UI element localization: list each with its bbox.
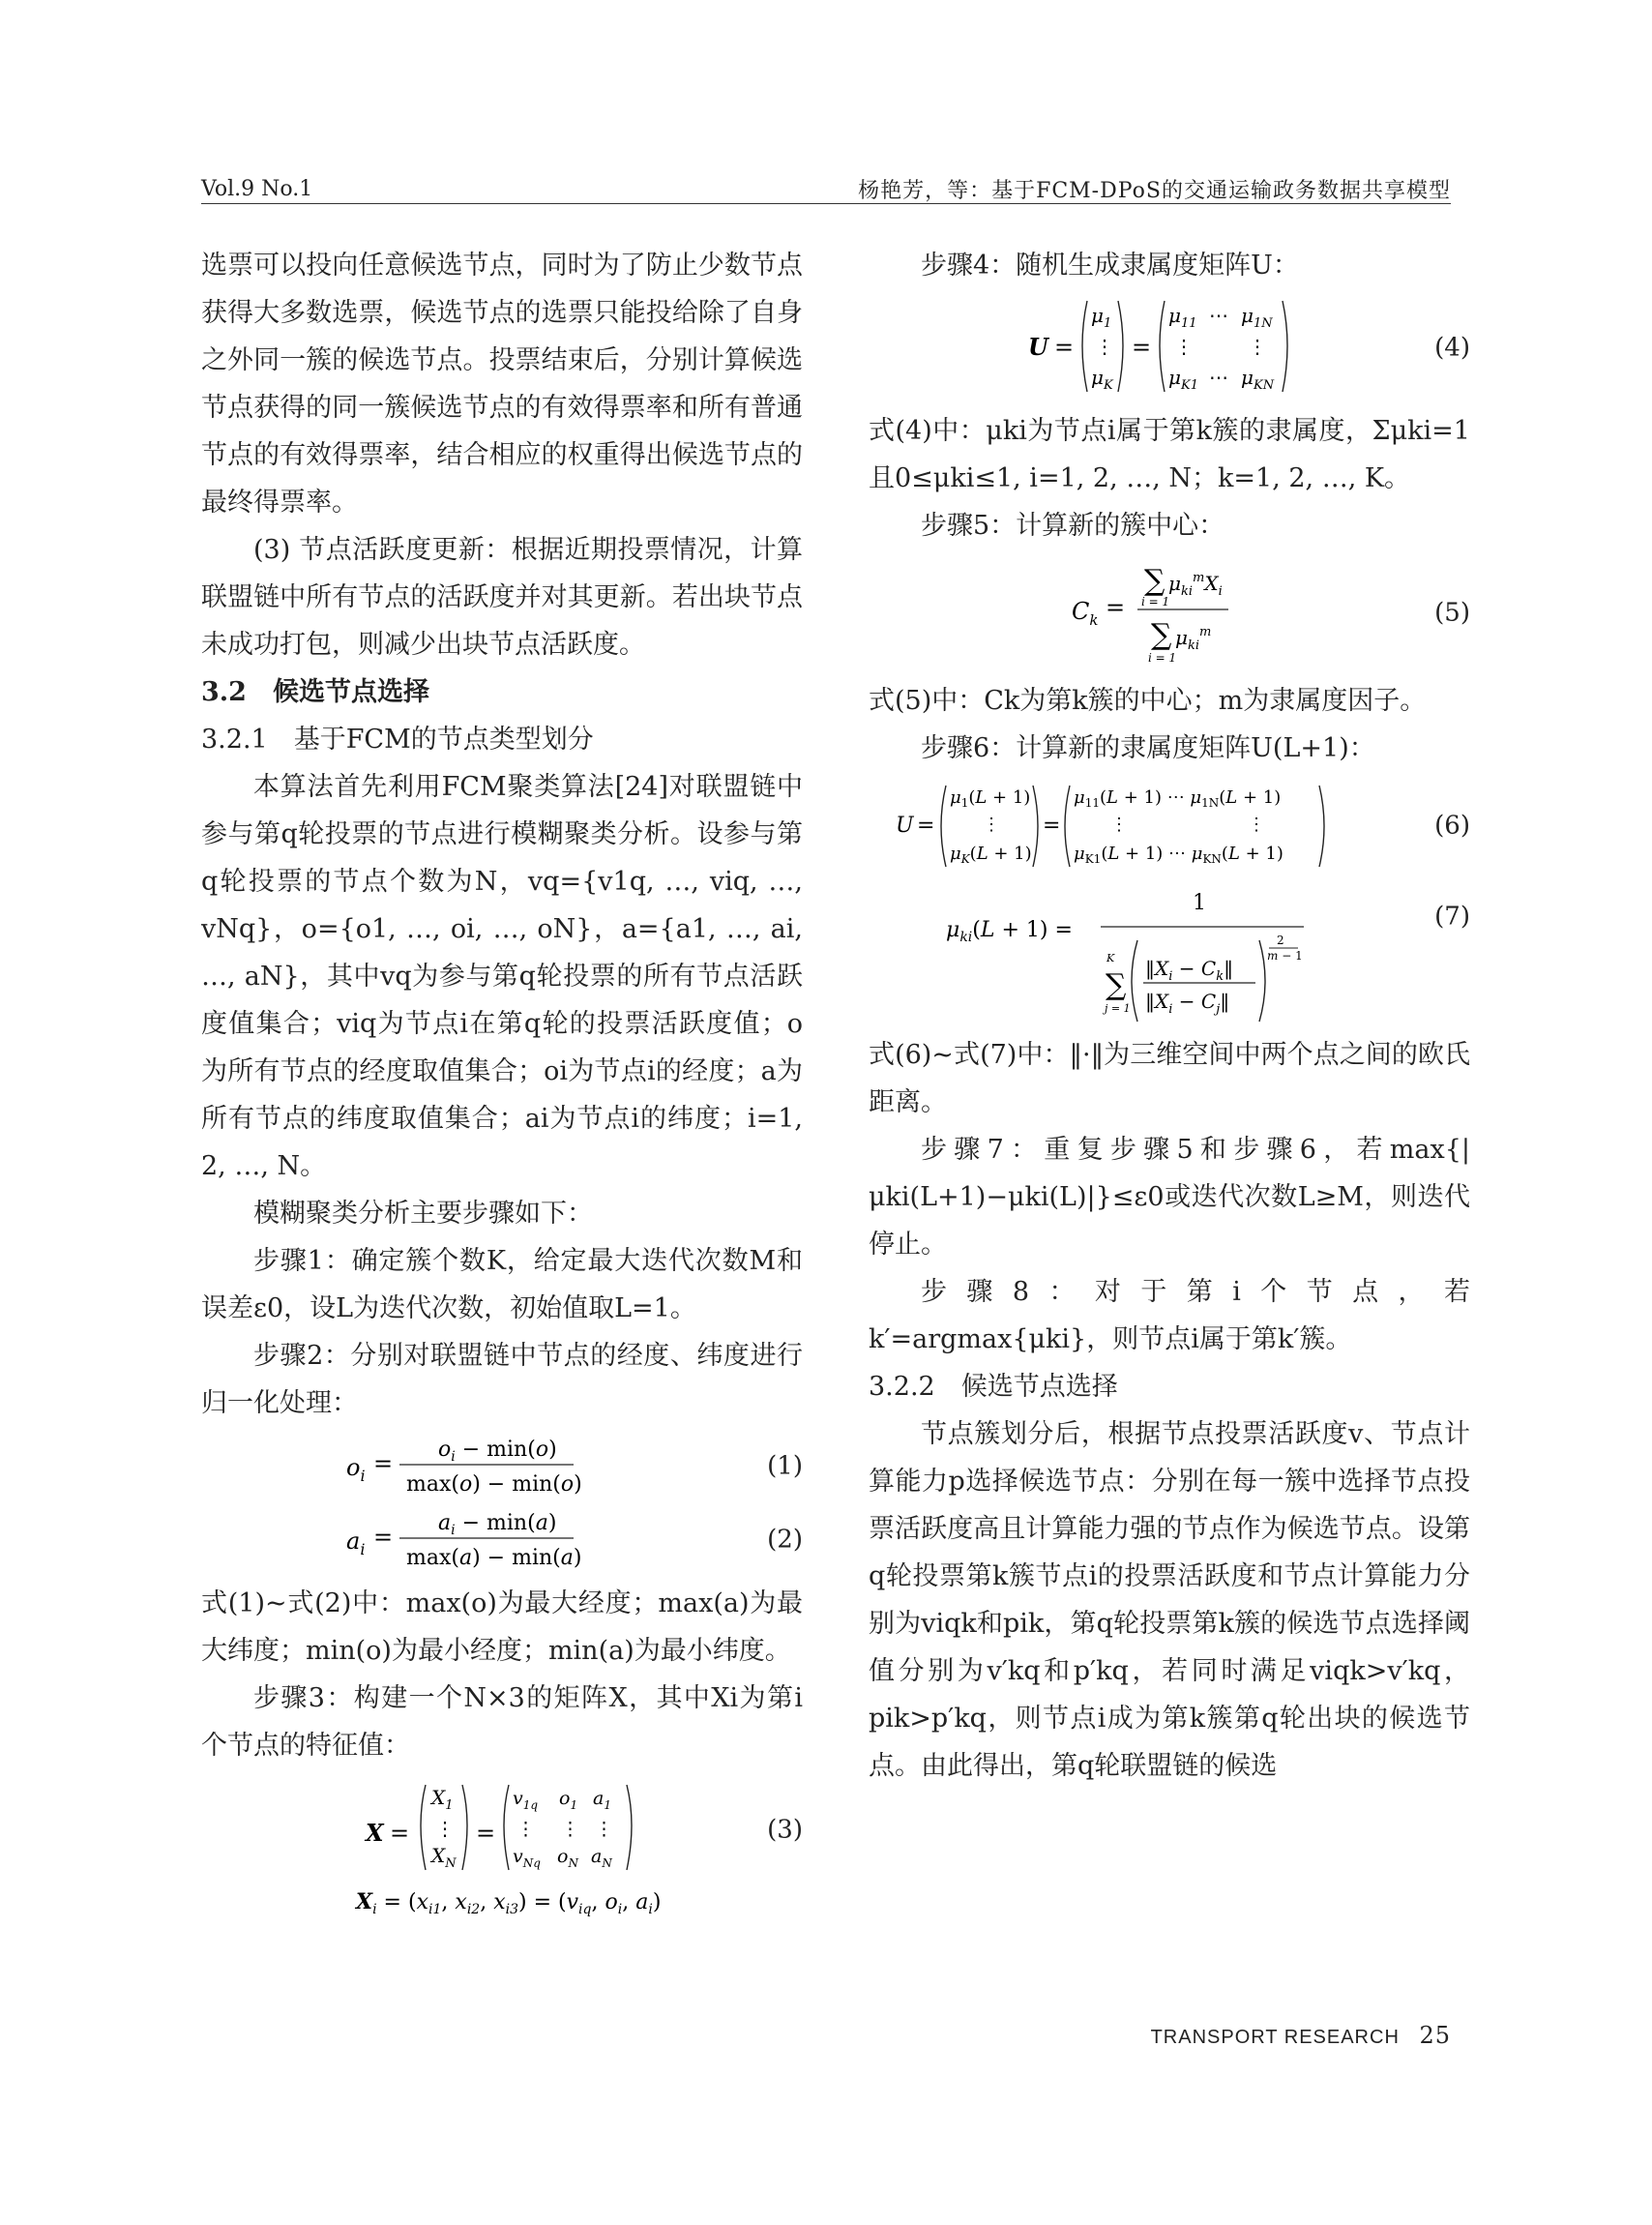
svg-text:m − 1: m − 1 [1267,949,1303,963]
equation-5 [869,555,1470,671]
svg-text:o1: $o_1$ [559,1788,578,1812]
svg-text:μki(L + 1) =: $\mu_{ki}(L + 1)$ = [946,918,1073,945]
svg-text:μK(L + 1): $\mu_K(L + 1)$ [950,844,1032,866]
svg-text:X: X [366,1819,384,1847]
paragraph: (3) 节点活跃度更新：根据近期投票情况，计算联盟链中所有节点的活跃度并对其更新。若出块节点未成功打包，则减少出块节点活跃度。 [201,535,803,660]
svg-text:μK1: $\mu_{K1}$ [1168,366,1198,393]
paragraph: 节点簇划分后，根据节点投票活跃度v、节点计算能力p选择候选节点：分别在每一簇中选择节点投票活跃度高且计算能力强的节点作为候选节点。设第q轮投票第k簇节点i的投票活跃度和节点计算能力分别为viqk和pik，第q轮投票第k簇的候选节点选择阈值分别为v′kq和p′kq，若同时满足viqk>v′kq，pik>p′kq，则节点i成为第k簇第q轮出块的候选节点。由此得出，第q轮联盟链的候选 [869,1419,1470,1781]
paragraph: 式(1)~式(2)中：max(o)为最大经度；max(a)为最大纬度；min(o)为最小经度；min(a)为最小纬度。 [201,1588,803,1666]
svg-text:⋮: ⋮ [983,815,1000,835]
paragraph: 模糊聚类分析主要步骤如下： [253,1199,593,1229]
equation-number: (5) [1434,598,1470,628]
section-heading: 3.2 候选节点选择 [201,677,429,707]
svg-text:j = 1: j = 1 [1105,1002,1131,1015]
equation-7 [869,880,1470,1025]
svg-text:=: = [476,1820,496,1847]
svg-text:μkim: $\mu_{ki}^m$ [1175,625,1212,653]
footer [1151,2022,1451,2049]
paragraph: 本算法首先利用FCM聚类算法[24]对联盟链中参与第q轮投票的节点进行模糊聚类分析。设参与第q轮投票的节点个数为N，vq={v1q, …, viq, …, vNq}，o={o1, …, oi, …, oN}，a={a1, …, ai, …, aN}，其中vq为参与第q轮投票的所有节点活跃度值集合；viq为节点i在第q轮的投票活跃度值；o为所有节点的经度取值集合；oi为节点i的经度；a为所有节点的纬度取值集合；ai为节点i的纬度；i=1, 2, …, N。 [201,772,803,1181]
svg-text:i = 1: i = 1 [1148,651,1177,665]
equation-3-formula [201,1775,743,1920]
paragraph: 步骤5：计算新的簇中心： [921,511,1225,541]
paragraph: 步骤7：重复步骤5和步骤6，若max{|μki(L+1)−μki(L)|}≤ε0或迭代次数L≥M，则迭代停止。 [869,1135,1470,1260]
svg-text:⋮: ⋮ [1110,815,1128,835]
svg-text:‖Xi − Cj‖: $‖X_i$ − $C_j‖$ [1145,990,1230,1017]
svg-text:⋮: ⋮ [435,1817,455,1840]
equation-7-formula [869,880,1410,1025]
svg-text:∑: ∑ [1144,564,1165,598]
svg-text:a1: $a_1$ [593,1788,611,1812]
svg-text:μ1N: $\mu_{1N}$ [1241,304,1273,331]
paragraph: 式(6)~式(7)中：‖·‖为三维空间中两个点之间的欧氏距离。 [869,1040,1470,1117]
svg-text:oi: $o_i$ [346,1454,366,1485]
svg-text:ai: $a_i$ [346,1528,366,1558]
svg-text:2: 2 [1277,934,1284,947]
header-title: 杨艳芳，等：基于FCM-DPoS的交通运输政务数据共享模型 [858,179,1451,203]
svg-text:μK: $\mu_K$ [1091,366,1113,393]
svg-text:⋮: ⋮ [1174,335,1194,358]
paragraph: 选票可以投向任意候选节点，同时为了防止少数节点获得大多数选票，候选节点的选票只能投给除了自身之外同一簇的候选节点。投票结束后，分别计算候选节点获得的同一簇候选节点的有效得票率和所有普通节点的有效得票率，结合相应的权重得出候选节点的最终得票率。 [201,251,803,518]
svg-text:‖Xi − Ck‖: $‖X_i$ − $C_k‖$ [1145,957,1234,984]
equation-2-formula [201,1506,743,1574]
equation-1 [201,1433,803,1500]
svg-text:max(a) − min(a): max(a) − min(a) [406,1546,582,1570]
svg-text:=: = [1106,594,1126,621]
svg-text:∑: ∑ [1151,618,1172,652]
paragraph: 步骤1：确定簇个数K，给定最大迭代次数M和误差ε0，设L为迭代次数，初始值取L=1。 [201,1246,803,1323]
svg-text:=: = [390,1820,410,1847]
svg-text:⋮: ⋮ [1095,335,1114,358]
equation-6-formula [869,778,1410,875]
svg-text:oi − min(o): $o_i - \min(o)$ [438,1438,557,1465]
subsection-heading: 3.2.1 基于FCM的节点类型划分 [201,725,594,755]
svg-text:μ1: $\mu_1$ [1091,304,1112,331]
svg-text:⋮: ⋮ [1248,815,1265,835]
left-column [201,242,803,1926]
header-rule [201,203,1451,204]
svg-text:U: U [1028,333,1048,361]
svg-text:aN: $a_N$ [591,1846,612,1870]
equation-number: (4) [1434,333,1470,363]
svg-text:max(o) − min(o): max(o) − min(o) [406,1472,582,1497]
equation-5-formula [869,555,1410,671]
svg-text:⋯: ⋯ [1209,304,1228,327]
svg-text:v1q: $v_{1q}$ [513,1788,539,1812]
paragraph: 步骤3：构建一个N×3的矩阵X，其中Xi为第i个节点的特征值： [201,1683,803,1761]
equation-number: (6) [1434,811,1470,841]
svg-text:⋮: ⋮ [516,1819,535,1840]
equation-4-formula [869,295,1410,401]
svg-text:1: 1 [1193,891,1206,915]
paragraph: 步骤2：分别对联盟链中节点的经度、纬度进行归一化处理： [201,1341,803,1418]
svg-text:=: = [1132,334,1152,361]
svg-text:oN: $o_N$ [557,1846,578,1870]
footer-journal: TRANSPORT RESEARCH [1150,2027,1400,2048]
svg-text:⋯: ⋯ [1209,366,1228,389]
header-volume: Vol.9 No.1 [201,177,313,201]
svg-text:XN: $X_N$ [431,1844,457,1871]
equation-number: (7) [1434,902,1470,931]
svg-text:=: = [1043,814,1061,838]
svg-text:=: = [373,1450,394,1477]
paragraph: 步骤4：随机生成隶属度矩阵U： [921,251,1299,281]
svg-text:=: = [1054,334,1075,361]
equation-number: (3) [767,1815,803,1845]
equation-1-formula [201,1433,743,1500]
svg-text:μ1(L + 1): $\mu_1(L + 1)$ [950,787,1031,810]
paragraph: 步骤8：对于第i个节点，若k′=argmax{μki}，则节点i属于第k′簇。 [869,1277,1470,1354]
svg-text:=: = [917,814,935,838]
svg-text:i = 1: i = 1 [1141,595,1170,608]
svg-text:μ11(L + 1) ⋯ μ1N(L + 1): $\mu_{11}(L + 1)$ ⋯ $\mu_{1N}(L + 1)$ [1074,787,1282,810]
svg-text:μ11: $\mu_{11}$ [1168,304,1197,331]
svg-text:vNq: $v_{Nq}$ [513,1846,541,1870]
svg-text:μKN: $\mu_{KN}$ [1241,366,1275,393]
equation-2 [201,1506,803,1574]
svg-text:K: K [1106,952,1115,964]
paragraph: 式(4)中：μki为节点i属于第k簇的隶属度，Σμki=1且0≤μki≤1, i=1, 2, …, N；k=1, 2, …, K。 [869,416,1470,493]
svg-text:X1: $X_1$ [431,1786,454,1813]
equation-4 [869,295,1470,401]
equation-3 [201,1775,803,1920]
subsection-heading: 3.2.2 候选节点选择 [869,1372,1118,1402]
svg-text:⋮: ⋮ [561,1819,579,1840]
svg-text:⋮: ⋮ [1248,335,1267,358]
svg-text:U: U [896,814,914,838]
svg-text:Ck: $C_k$ [1072,598,1099,629]
svg-text:ai − min(a): $a_i - \min(a)$ [438,1511,557,1538]
right-column [869,242,1470,1790]
svg-text:=: = [373,1524,394,1551]
svg-text:Xi = (xi1, xi2, xi3) = (viq, o: $X_i = (x_{i1}$, $x_{i2}$, $x_{i3}) = (v_{iq}$, $o_i$, $a_i$) [356,1889,662,1917]
svg-text:μK1(L + 1) ⋯ μKN(L + 1): $\mu_{K1}(L + 1)$ ⋯ $\mu_{KN}(L + 1)$ [1074,844,1283,866]
equation-6 [869,778,1470,875]
page-number: 25 [1419,2022,1451,2049]
svg-text:∑: ∑ [1106,968,1127,1002]
svg-text:μkimXi: $\mu_{ki}^mX_i$ [1168,571,1223,599]
equation-number: (1) [767,1451,803,1481]
svg-text:⋮: ⋮ [595,1819,613,1840]
equation-number: (2) [767,1525,803,1555]
paragraph: 式(5)中：Ck为第k簇的中心；m为隶属度因子。 [869,686,1427,716]
paragraph: 步骤6：计算新的隶属度矩阵U(L+1)： [921,733,1375,763]
